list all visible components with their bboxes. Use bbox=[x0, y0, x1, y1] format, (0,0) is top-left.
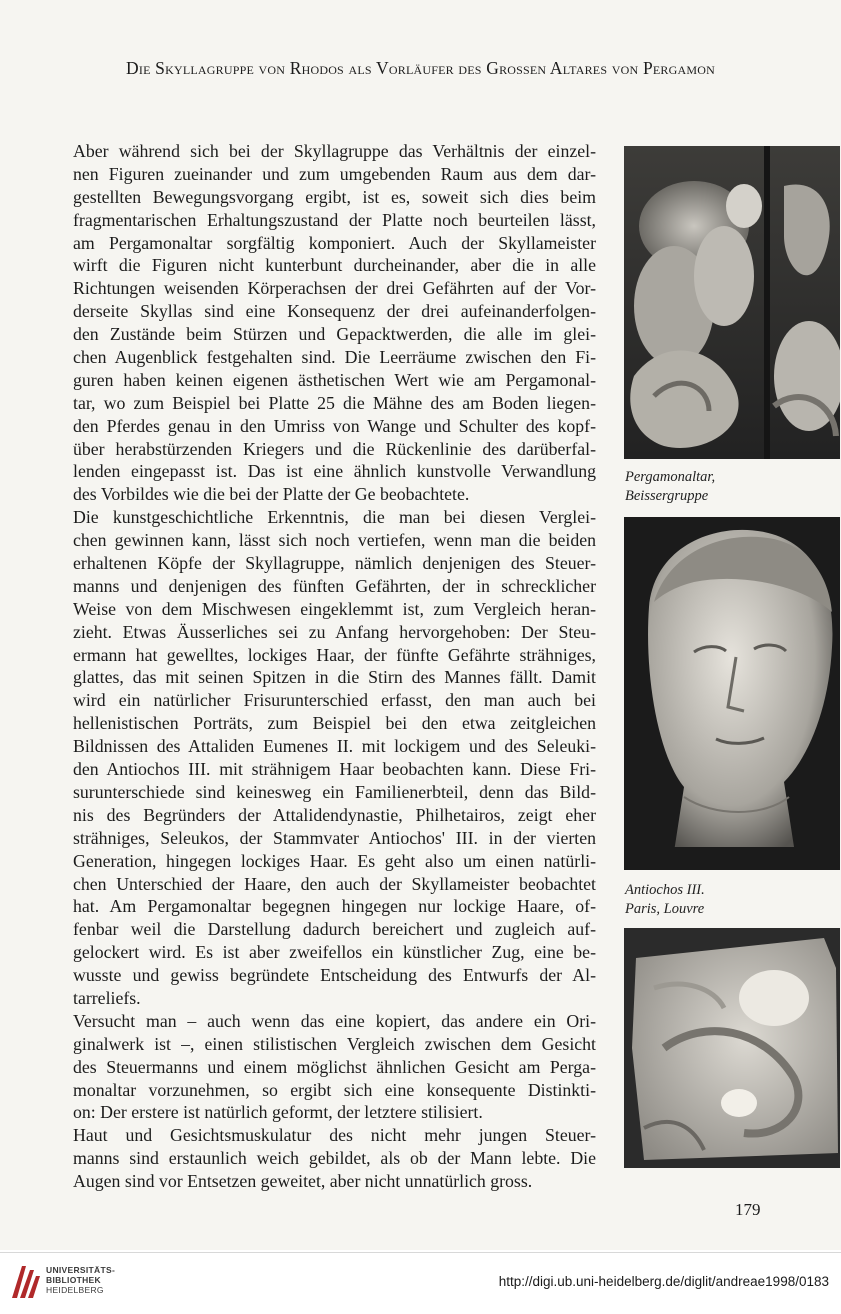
logo-line: UNIVERSITÄTS- bbox=[46, 1265, 116, 1275]
text-line: gelockert wird. Es ist aber zweifellos ein künstlicher Zug, eine be- bbox=[73, 942, 596, 963]
text-line: surunterschiede sind keinesweg ein Familienerbteil, denn das Bild- bbox=[73, 781, 596, 802]
text-line: guren haben keinen eigenen ästhetischen Wert wie am Pergamonal- bbox=[73, 369, 596, 390]
text-line: Die kunstgeschichtliche Erkenntnis, die man bei diesen Verglei- bbox=[73, 507, 596, 528]
figure-relief-fragment bbox=[624, 928, 840, 1168]
text-line: monaltar vorzunehmen, so ergibt sich eine konsequente Distinkti- bbox=[73, 1079, 596, 1100]
permalink-url[interactable]: http://digi.ub.uni-heidelberg.de/diglit/andreae1998/0183 bbox=[498, 1274, 829, 1289]
running-head: Die Skyllagruppe von Rhodos als Vorläufer des Grossen Altares von Pergamon bbox=[126, 58, 715, 78]
text-line: des Steuermanns und einem möglichst ähnlichen Gesicht am Perga- bbox=[73, 1056, 596, 1077]
text-line: on: Der erstere ist natürlich geformt, der letztere stilisiert. bbox=[73, 1102, 483, 1123]
figure-caption-antiochos bbox=[625, 881, 705, 919]
paragraph bbox=[55, 140, 596, 506]
text-line: fragmentarischen Erhaltungszustand der Platte noch beurteilen lässt, bbox=[73, 209, 596, 230]
logo-line: BIBLIOTHEK bbox=[46, 1275, 101, 1285]
text-line: tar, wo zum Beispiel bei Platte 25 die Mähne des am Boden liegen- bbox=[73, 392, 596, 413]
text-line: manns sind erstaunlich weich gebildet, als ob der Mann lebte. Die bbox=[73, 1148, 596, 1169]
text-line: gestellten Bewegungsvorgang ergibt, ist es, soweit sich dies beim bbox=[73, 186, 596, 207]
caption-line: Antiochos III. bbox=[625, 882, 705, 898]
text-line: über herabstürzenden Kriegers und die Rückenlinie des darüberfal- bbox=[73, 438, 596, 459]
text-line: chen Augenblick festgehalten sind. Die Leerräume zwischen den Fi- bbox=[73, 347, 596, 368]
text-line: ermann hat gewelltes, lockiges Haar, der fünfte Gefährte strähniges, bbox=[73, 644, 596, 665]
figure-pergamon-relief bbox=[624, 146, 840, 459]
figure-antiochos-portrait bbox=[624, 517, 840, 870]
text-line: Versucht man – auch wenn das eine kopiert, das andere ein Ori- bbox=[73, 1010, 596, 1031]
text-line: Haut und Gesichtsmuskulatur des nicht mehr jungen Steuer- bbox=[73, 1125, 596, 1146]
text-line: Richtungen weisenden Körperachsen der drei Gefährten auf der Vor- bbox=[73, 278, 596, 299]
text-line: strähniges, Seleukos, der Stammvater Antiochos' III. in der vierten bbox=[73, 827, 596, 848]
paragraph bbox=[55, 1124, 596, 1193]
text-line: Aber während sich bei der Skyllagruppe das Verhältnis der einzel- bbox=[73, 141, 596, 161]
text-line: erhaltenen Köpfe der Skyllagruppe, nämlich denjenigen des Steuer- bbox=[73, 553, 596, 574]
paragraph bbox=[55, 506, 596, 1010]
text-line: fenbar weil die Darstellung dadurch bereichert und zugleich auf- bbox=[73, 919, 596, 940]
text-line: glattes, das mit seinen Spitzen in die Stirn des Mannes fällt. Damit bbox=[73, 667, 596, 688]
text-line: Bildnissen des Attaliden Eumenes II. mit lockigem und des Seleuki- bbox=[73, 736, 596, 757]
text-line: Weise von dem Mischwesen eingeklemmt ist, zum Vergleich heran- bbox=[73, 598, 596, 619]
text-line: wird ein natürlicher Frisurunterschied erfasst, den man auch bei bbox=[73, 690, 596, 711]
university-library-name bbox=[46, 1265, 115, 1295]
text-line: chen gewinnen kann, lässt sich noch vertiefen, wenn man die beiden bbox=[73, 530, 596, 551]
figure-caption-pergamon bbox=[625, 468, 715, 506]
text-line: hellenistischen Porträts, zum Beispiel bei den etwa zeitgleichen bbox=[73, 713, 596, 734]
text-line: wusste und gewiss begründete Entscheidung des Entwurfs der Al- bbox=[73, 965, 596, 986]
text-line: manns und denjenigen des fünften Gefährten, der in schrecklicher bbox=[73, 575, 596, 596]
text-line: zieht. Etwas Äusserliches sei zu Anfang hervorgehoben: Der Steu- bbox=[73, 621, 596, 642]
text-line: den Antiochos III. mit strähnigem Haar beobachten kann. Diese Fri- bbox=[73, 759, 596, 780]
text-line: ginalwerk ist –, einen stilistischen Vergleich zwischen dem Gesicht bbox=[73, 1033, 596, 1054]
text-line: des Vorbildes wie die bei der Platte der Ge beobachtete. bbox=[73, 484, 470, 505]
viewer-footer bbox=[0, 1252, 841, 1314]
text-line: tarreliefs. bbox=[73, 987, 141, 1008]
text-line: wirft die Figuren nicht kunterbunt durcheinander, aber die in alle bbox=[73, 255, 596, 276]
text-line: Generation, hingegen lockiges Haar. Es geht also um einen natürli- bbox=[73, 850, 596, 871]
text-line: den Pferdes genau in den Umriss von Wange und Schulter des kopf- bbox=[73, 415, 596, 436]
text-line: am Pergamonaltar sorgfältig komponiert. Auch der Skyllameister bbox=[73, 232, 596, 253]
page-number: 179 bbox=[735, 1200, 761, 1219]
text-line: den Zustände beim Stürzen und Gepacktwerden, die alle im glei- bbox=[73, 324, 596, 345]
university-library-logo-icon bbox=[8, 1262, 42, 1302]
text-line: hat. Am Pergamonaltar begegnen hingegen nur lockige Haare, of- bbox=[73, 896, 596, 917]
body-text bbox=[55, 140, 596, 1193]
text-line: Augen sind vor Entsetzen geweitet, aber nicht unnatürlich gross. bbox=[73, 1171, 533, 1192]
caption-line: Pergamonaltar, bbox=[625, 469, 716, 485]
text-line: nis des Begründers der Attalidendynastie, Philhetairos, zeigt eher bbox=[73, 804, 596, 825]
logo-line: HEIDELBERG bbox=[46, 1285, 104, 1295]
caption-line: Beissergruppe bbox=[625, 488, 709, 504]
text-line: derseite Skyllas sind eine Konsequenz der drei aufeinanderfolgen- bbox=[73, 301, 596, 322]
text-line: chen Unterschied der Haare, den auch der Skyllameister beobachtet bbox=[73, 873, 596, 894]
paragraph bbox=[55, 1010, 596, 1124]
text-line: nen Figuren zueinander und zum umgebenden Raum aus dem dar- bbox=[73, 163, 596, 184]
caption-line: Paris, Louvre bbox=[625, 901, 705, 917]
text-line: lenden eingepasst ist. Das ist eine ähnlich kunstvolle Verwandlung bbox=[73, 461, 596, 482]
